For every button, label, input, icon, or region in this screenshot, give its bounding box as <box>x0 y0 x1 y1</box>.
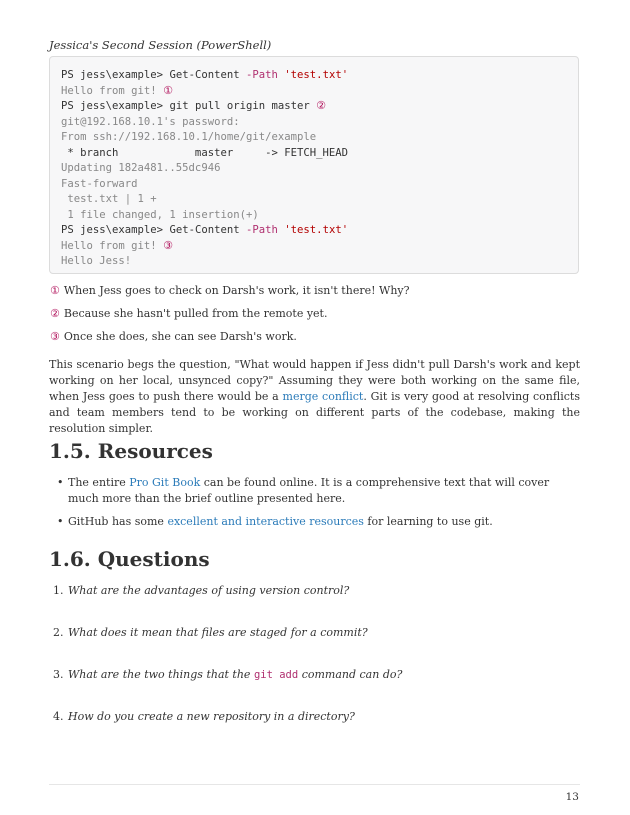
resources-heading: 1.5. Resources <box>49 439 213 463</box>
callout-note-1: ① When Jess goes to check on Darsh's work, it isn't there! Why? <box>50 284 410 297</box>
page-number: 13 <box>565 791 579 803</box>
github-resources-link[interactable]: excellent and interactive resources <box>167 515 364 528</box>
code-line-11: PS jess\example> Get-Content -Path 'test.txt' <box>61 224 349 236</box>
code-line-8: Fast-forward <box>61 177 138 190</box>
resource-bullet-1: • The entire Pro Git Book can be found online. It is a comprehensive text that will cover much more than the brief outline presented here. <box>57 476 550 505</box>
code-line-9: test.txt | 1 + <box>61 193 157 205</box>
code-line-3: PS jess\example> git pull origin master ② <box>61 99 327 112</box>
question-1: 1. What are the advantages of using version control? <box>53 584 350 597</box>
callout-marker-1: ① <box>163 83 173 97</box>
merge-conflict-link[interactable]: merge conflict <box>282 390 364 403</box>
listing-caption: Jessica's Second Session (PowerShell) <box>49 38 272 52</box>
code-line-4: git@192.168.10.1's password: <box>61 115 240 128</box>
question-3: 3. What are the two things that the git add command can do? <box>53 668 403 681</box>
callout-marker-2: ② <box>316 99 327 112</box>
code-line-2: Hello from git! ① <box>61 83 173 97</box>
resource-bullet-2: • GitHub has some excellent and interactive resources for learning to use git. <box>57 515 493 528</box>
code-line-7: Updating 182a481..55dc946 <box>61 162 221 174</box>
code-line-10: 1 file changed, 1 insertion(+) <box>61 208 259 221</box>
questions-heading: 1.6. Questions <box>49 547 210 571</box>
callout-note-2: ② Because she hasn't pulled from the remote yet. <box>50 307 328 320</box>
callout-note-3: ③ Once she does, she can see Darsh's work. <box>50 330 297 343</box>
question-4: 4. How do you create a new repository in a directory? <box>53 710 355 723</box>
footer-divider <box>49 784 580 785</box>
code-line-6: * branch master -> FETCH_HEAD <box>61 146 349 159</box>
pro-git-book-link[interactable]: Pro Git Book <box>129 476 201 489</box>
code-line-12: Hello from git! ③ <box>61 238 173 252</box>
callout-marker-3: ③ <box>163 238 173 252</box>
code-line-5: From ssh://192.168.10.1/home/git/example <box>61 131 317 143</box>
question-2: 2. What does it mean that files are staged for a commit? <box>53 626 368 639</box>
scenario-paragraph: This scenario begs the question, "What would happen if Jess didn't pull Darsh's work and kept working on her local, unsynced copy?" Assuming they were both working on the same file, when Jess goes to push there would be a merge conflict. Git is very good at resolving conflicts and team members tend to be working on different parts of the codebase, making the resolution simpler. <box>49 358 580 435</box>
git-add-code: git add <box>253 669 299 681</box>
code-listing <box>49 56 579 274</box>
code-line-13: Hello Jess! <box>61 255 132 267</box>
code-line-1: PS jess\example> Get-Content -Path 'test.txt' <box>61 69 349 81</box>
